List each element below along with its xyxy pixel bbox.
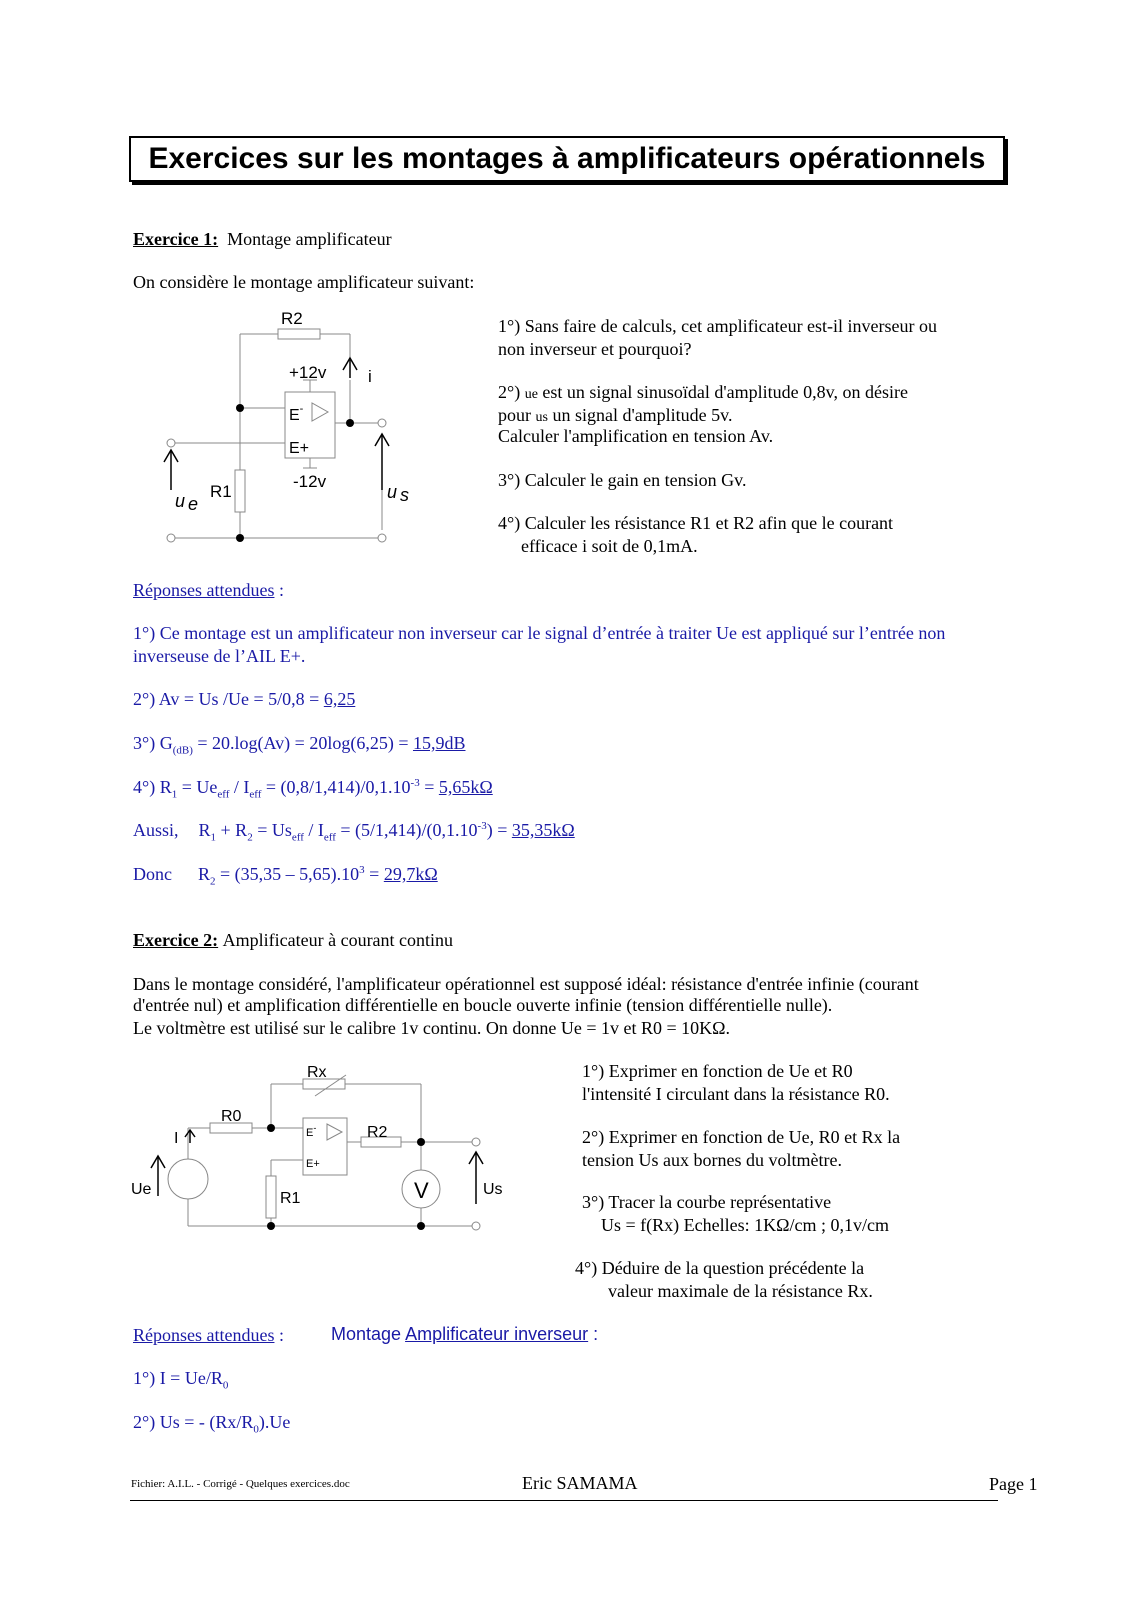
- ex2-circuit-r0-label: R0: [221, 1108, 242, 1125]
- ex1-answer2: 2°) Av = Us /Ue = 5/0,8 = 6,25: [133, 689, 356, 709]
- ex1-heading-line: [133, 228, 392, 251]
- ex2-circuit-diagram: [128, 1058, 503, 1238]
- ex1-answer6: Donc $R_2 = (35,35 - 5,65).10^3 = 29,7k\Omega$: [133, 864, 438, 888]
- ex1-q4-line2: efficace i soit de 0,1mA.: [521, 536, 698, 556]
- ex2-circuit-r2-label: R2: [367, 1124, 388, 1141]
- ex1-circuit-i-label: i: [368, 367, 372, 386]
- ex1-answer1-line2: inverseuse de l’AIL E+.: [133, 646, 306, 666]
- ex1-circuit-diagram: [160, 300, 440, 550]
- ex2-answer1: 1°) $I = Ue/R_0$: [133, 1368, 229, 1392]
- ex2-heading: Exercice 2:: [133, 930, 219, 950]
- ex2-q2-line1: 2°) Exprimer en fonction de Ue, R0 et Rx la: [582, 1127, 901, 1147]
- ex1-answer4: 4°) $R_1 = Ue_{eff} / I_{eff} = (0,8/1,414)/0,1.10^{-3} = 5,65k\Omega$: [133, 777, 493, 801]
- ex1-heading: Exercice 1:: [133, 229, 219, 249]
- ex2-circuit-i-label: I: [174, 1130, 179, 1147]
- ex2-subtitle: Amplificateur à courant continu: [222, 930, 454, 950]
- ex1-circuit-ue-label: u e: [175, 491, 199, 514]
- ex1-circuit-r1-label: R1: [210, 482, 232, 501]
- ex1-circuit-eplus-label: E+: [289, 440, 310, 457]
- ex1-circuit-eminus-label: E-: [289, 403, 304, 424]
- ex1-q2-line3: Calculer l'amplification en tension Av.: [498, 426, 774, 446]
- ex2-circuit-ue-label: Ue: [131, 1181, 152, 1198]
- ex2-circuit-eminus-label: E-: [306, 1123, 317, 1139]
- ex2-q1-line2: l'intensité I circulant dans la résistance R0.: [582, 1084, 890, 1104]
- title-box: [129, 136, 1005, 182]
- ex1-q1-line1: 1°) Sans faire de calculs, cet amplificateur est-il inverseur ou: [498, 316, 938, 336]
- ex2-montage-type: Montage Amplificateur inverseur :: [331, 1324, 599, 1344]
- ex1-q1-line2: non inverseur et pourquoi?: [498, 339, 692, 359]
- ex2-circuit-rx-label: Rx: [307, 1064, 327, 1081]
- ex1-q3: 3°) Calculer le gain en tension Gv.: [498, 470, 747, 490]
- ex2-q3-line2: Us = f(Rx) Echelles: 1KΩ/cm ; 0,1v/cm: [601, 1215, 889, 1235]
- ex1-circuit-vplus-label: +12v: [289, 363, 327, 382]
- ex2-answers-heading: Réponses attendues :: [133, 1325, 284, 1345]
- ex2-q1-line1: 1°) Exprimer en fonction de Ue et R0: [582, 1061, 853, 1081]
- ex2-circuit-voltmeter-label: V: [414, 1178, 429, 1203]
- ex1-circuit-us-label: u s: [387, 482, 410, 505]
- ex2-para-line1: Dans le montage considéré, l'amplificateur opérationnel est supposé idéal: résistance d'entrée infinie (courant: [133, 974, 919, 994]
- page-title: Exercices sur les montages à amplificateurs opérationnels: [148, 142, 986, 175]
- ex2-circuit-us-label: Us: [483, 1181, 503, 1198]
- ex1-subtitle: Montage amplificateur: [227, 229, 392, 249]
- ex1-intro: On considère le montage amplificateur suivant:: [133, 272, 475, 292]
- ex2-heading-line: [133, 929, 453, 952]
- ex2-q4-line1: 4°) Déduire de la question précédente la: [575, 1258, 865, 1278]
- footer-divider: [130, 1500, 998, 1501]
- ex1-circuit-vminus-label: -12v: [293, 472, 327, 491]
- ex1-q2-line1: 2°) ue est un signal sinusoïdal d'amplitude 0,8v, on désire: [498, 382, 908, 402]
- ex2-circuit-r1-label: R1: [280, 1190, 301, 1207]
- ex1-q2-line2: pour us un signal d'amplitude 5v.: [498, 405, 733, 425]
- ex1-answer1-line1: 1°) Ce montage est un amplificateur non inverseur car le signal d’entrée à traiter Ue est appliqué sur l’entrée non: [133, 623, 946, 643]
- ex2-q2-line2: tension Us aux bornes du voltmètre.: [582, 1150, 842, 1170]
- ex1-answer5: Aussi, $R_1 + R_2 = Us_{eff} / I_{eff} = (5/1,414)/(0,1.10^{-3}) = 35,35k\Omega$: [133, 820, 575, 844]
- ex2-q3-line1: 3°) Tracer la courbe représentative: [582, 1192, 832, 1212]
- ex2-q4-line2: valeur maximale de la résistance Rx.: [608, 1281, 873, 1301]
- footer-file: Fichier: A.I.L. - Corrigé - Quelques exercices.doc: [131, 1478, 350, 1490]
- ex2-para-line3: Le voltmètre est utilisé sur le calibre 1v continu. On donne Ue = 1v et R0 = 10KΩ.: [133, 1018, 731, 1038]
- footer-author: Eric SAMAMA: [522, 1473, 638, 1493]
- ex2-answer2: 2°) Us = - $(Rx/R_0).Ue$: [133, 1412, 291, 1436]
- ex1-answers-heading: Réponses attendues :: [133, 580, 284, 600]
- ex2-para-line2: d'entrée nul) et amplification différentielle en boucle ouverte infinie (tension différentielle nulle).: [133, 995, 833, 1015]
- ex1-circuit-r2-label: R2: [281, 309, 303, 328]
- ex1-q4-line1: 4°) Calculer les résistance R1 et R2 afin que le courant: [498, 513, 894, 533]
- ex2-montage-link: Amplificateur inverseur: [405, 1324, 589, 1344]
- ex1-answer3: 3°) $G_{(dB)} = 20.\log(Av) = 20\log(6,25) = 15,9dB$: [133, 733, 466, 757]
- footer-page: Page 1: [989, 1474, 1038, 1494]
- ex2-circuit-eplus-label: E+: [306, 1158, 320, 1170]
